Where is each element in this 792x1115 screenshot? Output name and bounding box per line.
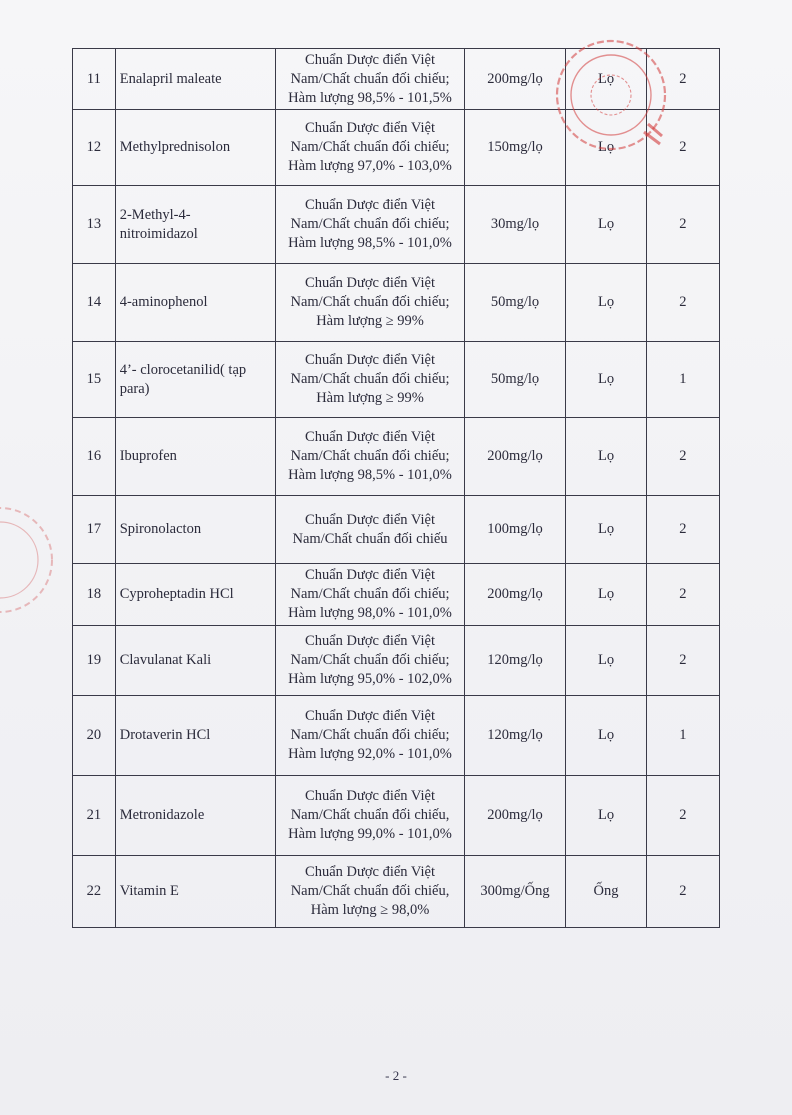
package-quantity: 100mg/lọ	[464, 496, 566, 564]
unit: Lọ	[566, 776, 646, 856]
row-number: 12	[73, 110, 116, 186]
standard-spec-line: Chuẩn Dược điển Việt	[305, 788, 436, 804]
margin-seal-icon	[0, 490, 70, 630]
standard-spec-line: Hàm lượng 98,5% - 101,0%	[288, 467, 452, 483]
unit: Lọ	[566, 696, 646, 776]
standard-spec	[276, 342, 464, 418]
package-quantity: 120mg/lọ	[464, 696, 566, 776]
standard-spec-line: Hàm lượng 95,0% - 102,0%	[288, 671, 452, 687]
count: 2	[646, 49, 719, 110]
row-number: 13	[73, 186, 116, 264]
standard-spec	[276, 856, 464, 928]
row-number: 18	[73, 564, 116, 626]
unit: Lọ	[566, 564, 646, 626]
standard-spec-line: Hàm lượng 99,0% - 101,0%	[288, 826, 452, 842]
table-row	[73, 696, 720, 776]
substance-name-text: Spironolacton	[119, 521, 202, 537]
unit: Lọ	[566, 264, 646, 342]
standard-spec-line: Hàm lượng ≥ 98,0%	[310, 902, 430, 918]
standard-spec	[276, 776, 464, 856]
substance-name	[115, 264, 276, 342]
package-quantity: 50mg/lọ	[464, 342, 566, 418]
standard-spec-line: Chuẩn Dược điển Việt	[305, 708, 436, 724]
standard-spec-line: Nam/Chất chuẩn đối chiếu;	[290, 727, 450, 743]
substance-name-text: 4-aminophenol	[119, 294, 208, 310]
row-number: 21	[73, 776, 116, 856]
standard-spec	[276, 418, 464, 496]
standard-spec-line: Chuẩn Dược điển Việt	[305, 352, 436, 368]
standard-spec	[276, 496, 464, 564]
row-number: 15	[73, 342, 116, 418]
package-quantity: 50mg/lọ	[464, 264, 566, 342]
count: 2	[646, 264, 719, 342]
substance-name-text: Methylprednisolon	[119, 139, 231, 155]
standard-spec-line: Chuẩn Dược điển Việt	[305, 864, 436, 880]
standard-spec-line: Chuẩn Dược điển Việt	[305, 511, 436, 528]
reference-standards-table	[72, 48, 720, 928]
unit: Lọ	[566, 342, 646, 418]
standard-spec-line: Nam/Chất chuẩn đối chiếu;	[290, 586, 450, 602]
package-quantity: 200mg/lọ	[464, 564, 566, 626]
standard-spec-line: Nam/Chất chuẩn đối chiếu;	[290, 652, 450, 668]
standard-spec-line: Hàm lượng 98,5% - 101,5%	[288, 89, 452, 106]
substance-name	[115, 856, 276, 928]
substance-name-text: Drotaverin HCl	[119, 727, 211, 743]
count: 2	[646, 856, 719, 928]
substance-name	[115, 564, 276, 626]
standard-spec-line: Nam/Chất chuẩn đối chiếu;	[290, 294, 450, 310]
row-number: 17	[73, 496, 116, 564]
standard-spec-line: Hàm lượng 92,0% - 101,0%	[288, 746, 452, 762]
standard-spec	[276, 696, 464, 776]
standard-spec-line: Nam/Chất chuẩn đối chiếu;	[290, 371, 450, 387]
standard-spec-line: Hàm lượng 97,0% - 103,0%	[288, 158, 452, 174]
standard-spec	[276, 626, 464, 696]
unit: Lọ	[566, 186, 646, 264]
count: 2	[646, 776, 719, 856]
standard-spec-line: Chuẩn Dược điển Việt	[305, 197, 436, 213]
substance-name	[115, 496, 276, 564]
substance-name	[115, 696, 276, 776]
standard-spec-line: Nam/Chất chuẩn đối chiếu,	[290, 807, 450, 823]
standard-spec-line: Hàm lượng ≥ 99%	[316, 390, 424, 406]
row-number: 14	[73, 264, 116, 342]
substance-name	[115, 418, 276, 496]
row-number: 11	[73, 49, 116, 110]
unit: Lọ	[566, 496, 646, 564]
table-row	[73, 186, 720, 264]
standard-spec-line: Chuẩn Dược điển Việt	[305, 567, 436, 583]
standard-spec-line: Nam/Chất chuẩn đối chiếu;	[290, 448, 450, 464]
row-number: 22	[73, 856, 116, 928]
table-row	[73, 264, 720, 342]
unit: Lọ	[566, 49, 646, 110]
standard-spec-line: Nam/Chất chuẩn đối chiếu	[292, 530, 448, 547]
package-quantity: 30mg/lọ	[464, 186, 566, 264]
count: 2	[646, 418, 719, 496]
standard-spec	[276, 49, 464, 110]
standard-spec-line: Chuẩn Dược điển Việt	[305, 429, 436, 445]
unit: Lọ	[566, 418, 646, 496]
package-quantity: 150mg/lọ	[464, 110, 566, 186]
substance-name	[115, 49, 276, 110]
substance-name	[115, 186, 276, 264]
table-row	[73, 496, 720, 564]
unit: Lọ	[566, 626, 646, 696]
page-number: - 2 -	[385, 1068, 407, 1083]
substance-name-text: Metronidazole	[119, 807, 205, 823]
table-row	[73, 418, 720, 496]
standard-spec	[276, 264, 464, 342]
standard-spec-line: Chuẩn Dược điển Việt	[305, 120, 436, 136]
unit: Lọ	[566, 110, 646, 186]
table-row	[73, 564, 720, 626]
substance-name-text: Ibuprofen	[119, 448, 177, 464]
count: 2	[646, 110, 719, 186]
count: 2	[646, 626, 719, 696]
substance-name-text: 4’- clorocetanilid( tạp para)	[119, 361, 247, 397]
package-quantity: 300mg/Ống	[464, 856, 566, 928]
package-quantity: 120mg/lọ	[464, 626, 566, 696]
table-body	[73, 49, 720, 928]
substance-name	[115, 626, 276, 696]
standard-spec	[276, 110, 464, 186]
count: 2	[646, 496, 719, 564]
row-number: 16	[73, 418, 116, 496]
row-number: 20	[73, 696, 116, 776]
count: 1	[646, 342, 719, 418]
standard-spec-line: Nam/Chất chuẩn đối chiếu;	[290, 139, 450, 155]
unit: Ống	[566, 856, 646, 928]
substance-name-text: Vitamin E	[119, 883, 179, 899]
substance-name-text: Clavulanat Kali	[119, 652, 212, 668]
package-quantity: 200mg/lọ	[464, 49, 566, 110]
table-row	[73, 776, 720, 856]
standard-spec-line: Nam/Chất chuẩn đối chiếu,	[290, 883, 450, 899]
count: 1	[646, 696, 719, 776]
standard-spec-line: Hàm lượng ≥ 99%	[316, 313, 424, 329]
table-row	[73, 626, 720, 696]
table-row	[73, 110, 720, 186]
standard-spec-line: Nam/Chất chuẩn đối chiếu;	[290, 216, 450, 232]
substance-name-text: Enalapril maleate	[119, 70, 222, 87]
row-number: 19	[73, 626, 116, 696]
standard-spec-line: Nam/Chất chuẩn đối chiếu;	[290, 70, 450, 87]
count: 2	[646, 186, 719, 264]
package-quantity: 200mg/lọ	[464, 418, 566, 496]
standard-spec-line: Chuẩn Dược điển Việt	[305, 633, 436, 649]
substance-name	[115, 110, 276, 186]
standard-spec-line: Hàm lượng 98,5% - 101,0%	[288, 235, 452, 251]
table-row	[73, 49, 720, 110]
standard-spec	[276, 186, 464, 264]
substance-name	[115, 776, 276, 856]
substance-name-text: Cyproheptadin HCl	[119, 586, 234, 602]
substance-name	[115, 342, 276, 418]
count: 2	[646, 564, 719, 626]
substance-name-text: 2-Methyl-4- nitroimidazol	[119, 206, 198, 242]
standard-spec	[276, 564, 464, 626]
table-row	[73, 342, 720, 418]
standard-spec-line: Hàm lượng 98,0% - 101,0%	[288, 605, 452, 621]
standard-spec-line: Chuẩn Dược điển Việt	[305, 51, 436, 68]
table-row	[73, 856, 720, 928]
standard-spec-line: Chuẩn Dược điển Việt	[305, 275, 436, 291]
package-quantity: 200mg/lọ	[464, 776, 566, 856]
